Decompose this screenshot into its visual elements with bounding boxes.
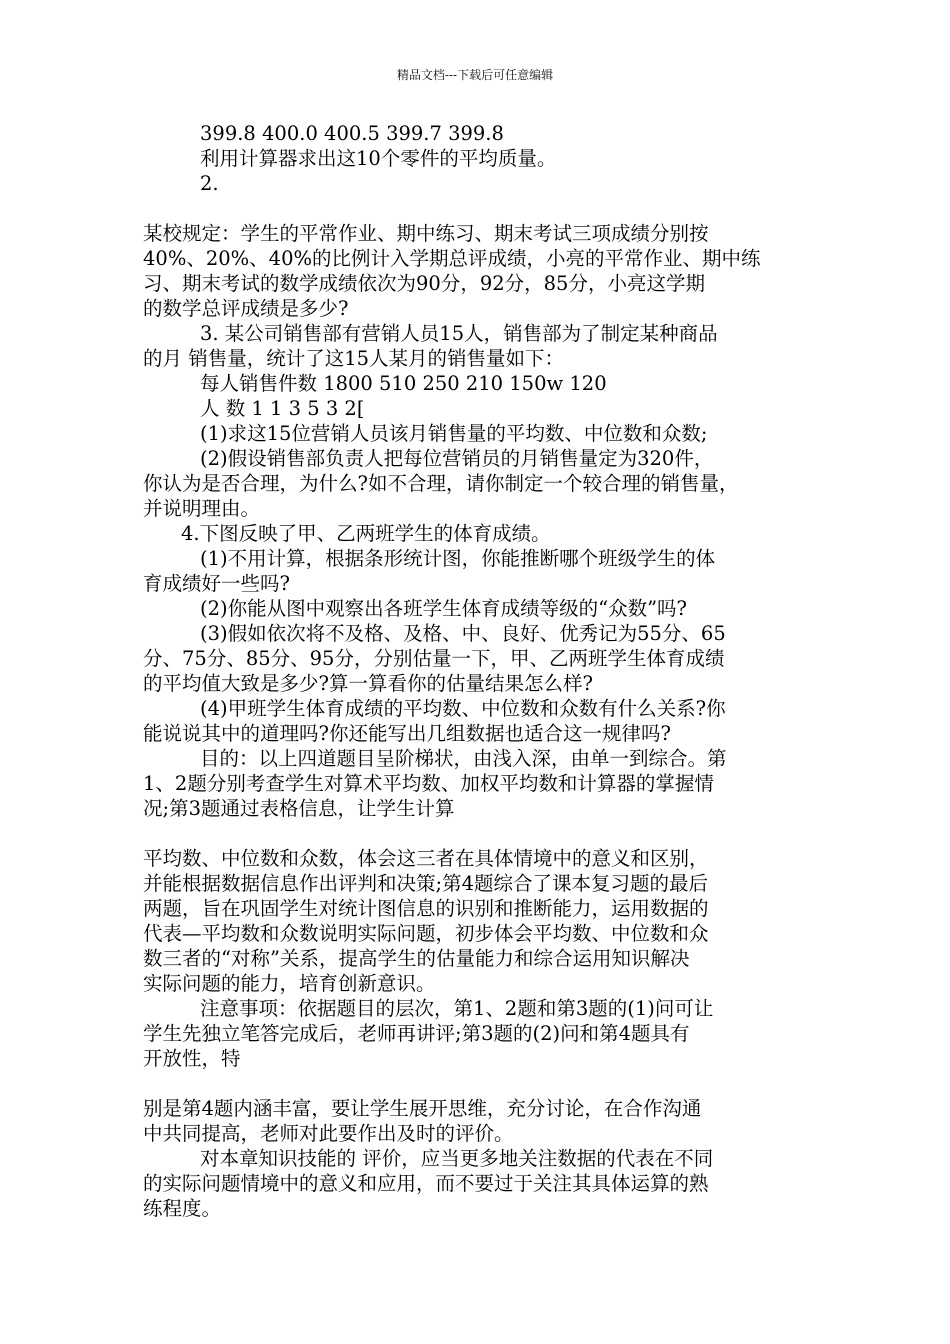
text-line: 2. [200, 172, 219, 195]
text-line: 开放性，特 [143, 1047, 241, 1070]
page-header: 精品文档---下载后可任意编辑 [396, 68, 554, 82]
text-line: (1)不用计算，根据条形统计图，你能推断哪个班级学生的体 [200, 547, 716, 570]
text-line: 况;第3题通过表格信息，让学生计算 [143, 797, 455, 820]
text-line: 40%、20%、40%的比例计入学期总评成绩，小亮的平常作业、期中练 [143, 247, 761, 270]
text-line: 能说说其中的道理吗?你还能写出几组数据也适合这一规律吗? [143, 722, 671, 745]
text-line: 1、2题分别考查学生对算术平均数、加权平均数和计算器的掌握情 [143, 772, 714, 795]
text-line: 注意事项：依据题目的层次，第1、2题和第3题的(1)问可让 [200, 997, 714, 1020]
text-line: 并能根据数据信息作出评判和决策;第4题综合了课本复习题的最后 [143, 872, 708, 895]
text-line: 平均数、中位数和众数，体会这三者在具体情境中的意义和区别， [143, 847, 709, 870]
blank-line [143, 1071, 808, 1096]
text-line: 某校规定：学生的平常作业、期中练习、期末考试三项成绩分别按 [143, 222, 709, 245]
text-line: 育成绩好一些吗? [143, 572, 290, 595]
text-line: 利用计算器求出这10个零件的平均质量。 [200, 147, 557, 170]
text-line: 习、期末考试的数学成绩依次为90分，92分，85分，小亮这学期 [143, 272, 705, 295]
text-line: (2)假设销售部负责人把每位营销员的月销售量定为320件， [200, 447, 714, 470]
text-line: 学生先独立笔答完成后，老师再讲评;第3题的(2)问和第4题具有 [143, 1022, 690, 1045]
text-line: 的月 销售量，统计了这15人某月的销售量如下： [143, 347, 565, 370]
text-line: (4)甲班学生体育成绩的平均数、中位数和众数有什么关系?你 [200, 697, 726, 720]
text-line: 练程度。 [143, 1197, 222, 1220]
text-line: (2)你能从图中观察出各班学生体育成绩等级的“众数”吗? [200, 597, 688, 620]
text-line: (3)假如依次将不及格、及格、中、良好、优秀记为55分、65 [200, 622, 726, 645]
text-line: 代表—平均数和众数说明实际问题，初步体会平均数、中位数和众 [143, 922, 709, 945]
text-line: 目的：以上四道题目呈阶梯状，由浅入深，由单一到综合。第 [200, 747, 727, 770]
text-line: 的实际问题情境中的意义和应用，而不要过于关注其具体运算的熟 [143, 1172, 709, 1195]
text-line: 别是第4题内涵丰富，要让学生展开思维，充分讨论，在合作沟通 [143, 1097, 702, 1120]
text-line: 中共同提高，老师对此要作出及时的评价。 [143, 1122, 514, 1145]
text-line: 每人销售件数 1800 510 250 210 150w 120 [200, 372, 607, 395]
text-line: 分、75分、85分、95分，分别估量一下，甲、乙两班学生体育成绩 [143, 647, 725, 670]
text-line: 你认为是否合理，为什么?如不合理，请你制定一个较合理的销售量， [143, 472, 739, 495]
text-line: 3. 某公司销售部有营销人员15人，销售部为了制定某种商品 [200, 322, 718, 345]
text-line: 4.下图反映了甲、乙两班学生的体育成绩。 [181, 522, 551, 545]
blank-line [143, 196, 808, 221]
text-line: 并说明理由。 [143, 497, 261, 520]
text-line: 的数学总评成绩是多少? [143, 297, 349, 320]
text-line: 两题，旨在巩固学生对统计图信息的识别和推断能力，运用数据的 [143, 897, 709, 920]
text-line: 数三者的“对称”关系，提高学生的估量能力和综合运用知识解决 [143, 947, 690, 970]
blank-line [143, 821, 808, 846]
text-line: 实际问题的能力，培育创新意识。 [143, 972, 436, 995]
document-body [143, 121, 808, 1221]
text-line: (1)求这15位营销人员该月销售量的平均数、中位数和众数; [200, 422, 708, 445]
text-line: 人 数 1 1 3 5 3 2[ [200, 397, 365, 420]
text-line: 399.8 400.0 400.5 399.7 399.8 [200, 122, 504, 145]
text-line: 对本章知识技能的 评价，应当更多地关注数据的代表在不同 [200, 1147, 714, 1170]
text-line: 的平均值大致是多少?算一算看你的估量结果怎么样? [143, 672, 593, 695]
